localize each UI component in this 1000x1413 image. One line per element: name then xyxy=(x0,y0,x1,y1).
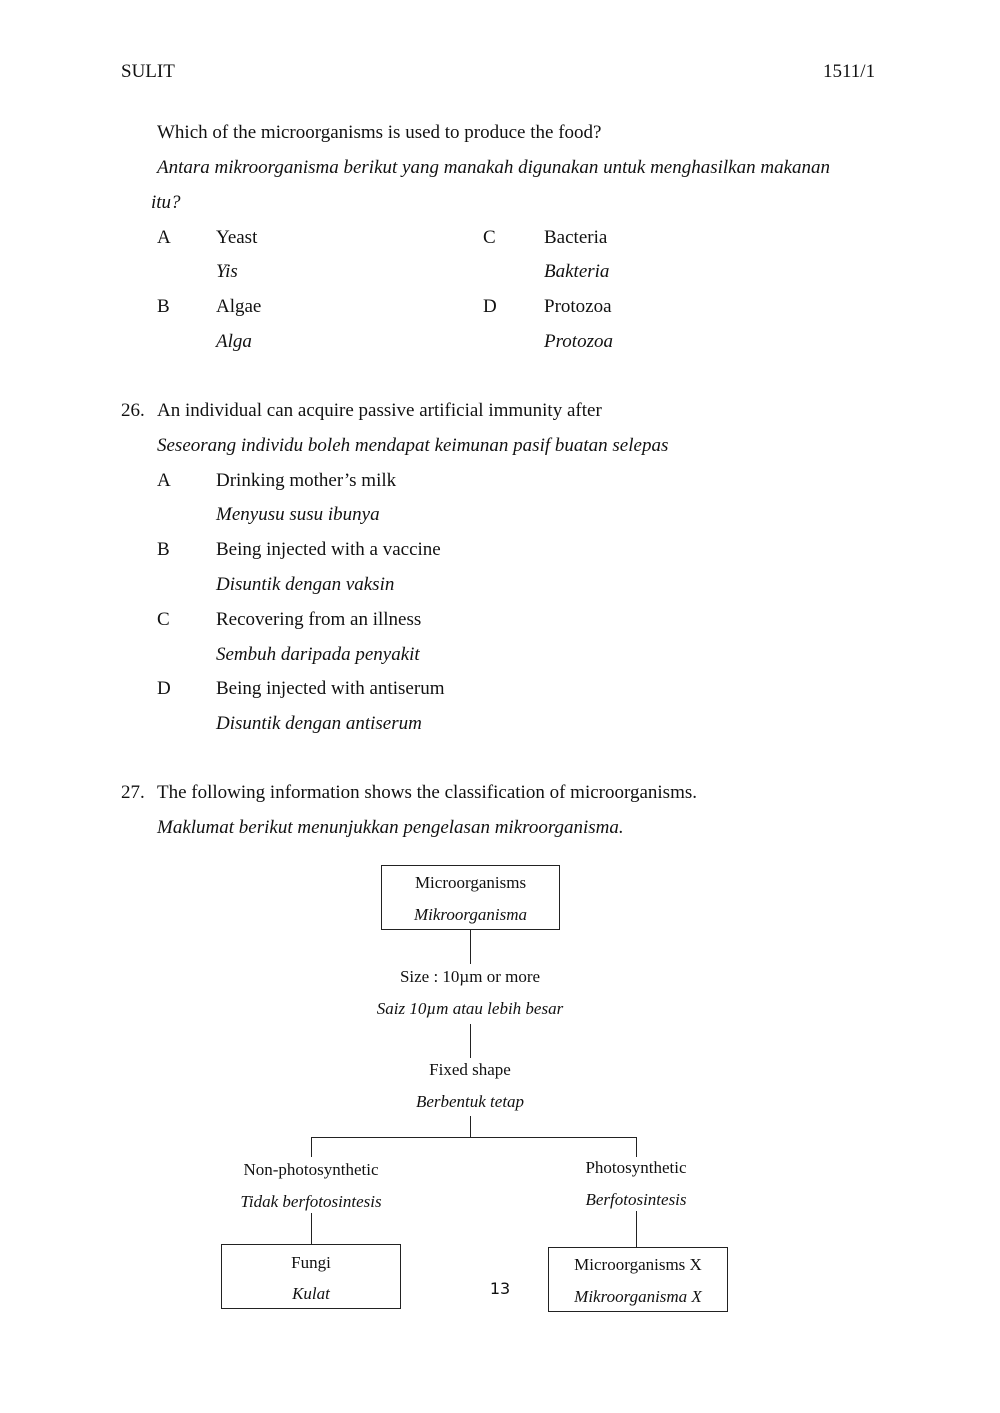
q26-option-a-ms: Menyusu susu ibunya xyxy=(216,504,380,525)
q25-option-b-letter: B xyxy=(157,296,170,317)
right-branch-ms: Berfotosintesis xyxy=(585,1190,687,1209)
q26-option-b-en: Being injected with a vaccine xyxy=(216,539,441,560)
q27-question-ms: Maklumat berikut menunjukkan pengelasan mikroorganisma. xyxy=(157,817,624,838)
q26-option-b-letter: B xyxy=(157,539,170,560)
q25-option-a-letter: A xyxy=(157,227,171,248)
connector-left-leaf xyxy=(311,1213,312,1244)
connector-right-branch xyxy=(636,1137,637,1157)
fungi-label-ms: Kulat xyxy=(292,1284,330,1303)
connector-left-branch xyxy=(311,1137,312,1157)
q27-number: 27. xyxy=(121,782,145,803)
q26-option-a-letter: A xyxy=(157,470,171,491)
q26-option-b-ms: Disuntik dengan vaksin xyxy=(216,574,395,595)
q27-question-en: The following information shows the classification of microorganisms. xyxy=(157,782,697,803)
connector-root-size xyxy=(470,930,471,964)
size-label-en: Size : 10µm or more xyxy=(399,967,541,986)
branch-line xyxy=(311,1137,637,1138)
q26-option-d-ms: Disuntik dengan antiserum xyxy=(216,713,422,734)
q25-question-ms-cont: itu? xyxy=(151,192,181,213)
connector-right-leaf xyxy=(636,1211,637,1247)
q25-option-b-ms: Alga xyxy=(216,331,252,352)
microorganism-x-label-en: Microorganisms X xyxy=(574,1255,702,1274)
q25-option-a-ms: Yis xyxy=(216,261,238,282)
q25-option-b-en: Algae xyxy=(216,296,262,317)
q26-question-ms: Seseorang individu boleh mendapat keimunan pasif buatan selepas xyxy=(157,435,669,456)
q25-option-c-en: Bacteria xyxy=(544,227,608,248)
q26-option-c-en: Recovering from an illness xyxy=(216,609,422,630)
q26-option-d-en: Being injected with antiserum xyxy=(216,678,445,699)
q25-question-en: Which of the microorganisms is used to produce the food? xyxy=(157,122,602,143)
shape-label-en: Fixed shape xyxy=(429,1060,511,1079)
header-right: 1511/1 xyxy=(823,61,876,82)
q26-option-c-ms: Sembuh daripada penyakit xyxy=(216,644,420,665)
q26-number: 26. xyxy=(121,400,145,421)
connector-shape-split xyxy=(470,1116,471,1137)
left-branch-en: Non-photosynthetic xyxy=(243,1160,379,1179)
microorganism-x-label-ms: Mikroorganisma X xyxy=(574,1287,702,1306)
connector-size-shape xyxy=(470,1024,471,1058)
q25-option-d-letter: D xyxy=(483,296,497,317)
q25-option-a-en: Yeast xyxy=(216,227,258,248)
q25-question-ms: Antara mikroorganisma berikut yang manakah digunakan untuk menghasilkan makanan xyxy=(157,157,831,178)
fungi-label-en: Fungi xyxy=(291,1253,331,1272)
left-branch-ms: Tidak berfotosintesis xyxy=(240,1192,382,1211)
q25-option-d-en: Protozoa xyxy=(544,296,612,317)
shape-label-ms: Berbentuk tetap xyxy=(415,1092,525,1111)
q25-option-d-ms: Protozoa xyxy=(544,331,613,352)
header-left: SULIT xyxy=(121,61,175,82)
right-branch-en: Photosynthetic xyxy=(585,1158,687,1177)
q25-option-c-ms: Bakteria xyxy=(544,261,610,282)
page-number: 13 xyxy=(489,1279,511,1298)
root-label-ms: Mikroorganisma xyxy=(413,905,527,924)
root-label-en: Microorganisms xyxy=(414,873,527,892)
size-label-ms: Saiz 10µm atau lebih besar xyxy=(376,999,564,1018)
q26-question-en: An individual can acquire passive artificial immunity after xyxy=(157,400,602,421)
q26-option-c-letter: C xyxy=(157,609,170,630)
q26-option-d-letter: D xyxy=(157,678,171,699)
q25-option-c-letter: C xyxy=(483,227,496,248)
q26-option-a-en: Drinking mother’s milk xyxy=(216,470,397,491)
